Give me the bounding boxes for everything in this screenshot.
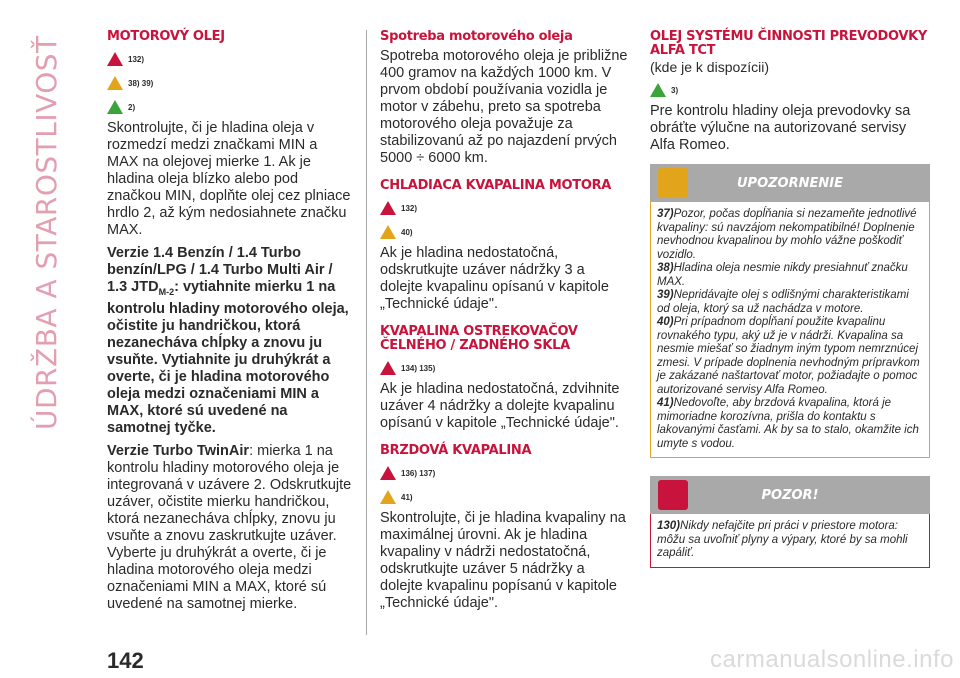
danger-triangle-icon [380, 466, 396, 480]
box-item-number: 40) [657, 316, 674, 328]
paragraph: Verzie Turbo TwinAir: mierka 1 na kontrolu hladiny motorového oleja je integrovaná v uzávere 2. Odskrutkujte uzáver, očistite mierku handričkou, ktorá nezanecháva chĺpky, znovu ju vsuňte a znovu zaskrutkujte uzáver. Vyberte ju druhýkrát a overte, či je hladina motorového oleja medzi označeniami MIN a MAX, ktoré sú uvedené na samotnej mierke. [107, 442, 352, 612]
warning-ref: 2) [107, 96, 352, 118]
paragraph: Spotreba motorového oleja je približne 400 gramov na každých 1000 km. V prvom období používania vozidla je motor v zábehu, preto sa spotreba motorového oleja považuje za stabilizovanú až po najazdení prvých 5000 ÷ 6000 km. [380, 48, 628, 166]
caution-triangle-icon [107, 76, 123, 90]
box-item-number: 38) [657, 262, 674, 274]
paragraph: Ak je hladina nedostatočná, odskrutkujte uzáver nádržky 3 a dolejte kvapalinu opísanú v kapitole „Technické údaje". [380, 245, 609, 312]
box-item-text: Nikdy nefajčite pri práci v priestore motora: môžu sa uvoľniť plyny a výpary, ktoré by sa mohli zapáliť. [657, 520, 908, 559]
watermark: carmanualsonline.info [710, 646, 954, 673]
box-item [657, 316, 923, 397]
environment-triangle-icon [650, 83, 666, 97]
column-right [650, 30, 930, 568]
column-middle [380, 30, 628, 618]
heading-washer-fluid: KVAPALINA OSTREKOVAČOV ČELNÉHO / ZADNÉHO SKLA [380, 324, 578, 353]
box-item-number: 41) [657, 397, 674, 409]
warning-ref: 134) 135) [380, 357, 628, 379]
box-item-number: 37) [657, 208, 674, 220]
box-item-number: 130) [657, 520, 681, 532]
caution-triangle-icon [380, 490, 396, 504]
heading-tct-oil: OLEJ SYSTÉMU ČINNOSTI PREVODOVKY ALFA TCT [650, 29, 928, 58]
heading-subtitle: (kde je k dispozícii) [650, 59, 770, 75]
warning-ref: 38) 39) [107, 72, 352, 94]
caution-box [650, 164, 930, 458]
danger-triangle-icon [107, 52, 123, 66]
page-number: 142 [107, 648, 144, 673]
sidebar-chapter-title: ÚDRŽBA A STAROSTLIVOSŤ [30, 35, 63, 430]
caution-triangle-icon [380, 225, 396, 239]
box-item [657, 262, 923, 289]
column-left [107, 30, 352, 619]
warning-ref: 3) [650, 79, 930, 101]
heading-engine-oil: MOTOROVÝ OLEJ [107, 29, 225, 44]
box-item-text: Nedovoľte, aby brzdová kvapalina, ktorá je mimoriadne korozívna, prišla do kontaktu s lakovanými časťami. Ak by sa to stalo, okamžite ich umyte s vodou. [657, 397, 919, 450]
heading-brake-fluid: BRZDOVÁ KVAPALINA [380, 443, 532, 458]
heading-oil-consumption: Spotreba motorového oleja [380, 29, 573, 44]
box-item-text: Pri prípadnom dopĺňaní použite kvapalinu rovnakého typu, aký už je v nádrži. Kvapalina sa nesmie miešať so žiadnym iným typom nemrznúcej zmesi. V prípade doplnenia nevhodným prípravkom je zakázané naštartovať motor, požiadajte o pomoc autorizované servisy Alfa Romeo. [657, 316, 920, 396]
paragraph: Skontrolujte, či je hladina kvapaliny na maximálnej úrovni. Ak je hladina kvapaliny v nádrži nedostatočná, odskrutkujte uzáver 5 nádržky a dolejte kvapalinu popísanú v kapitole „Technické údaje". [380, 510, 626, 611]
paragraph-bold: Verzie 1.4 Benzín / 1.4 Turbo benzín/LPG / 1.4 Turbo Multi Air / 1.3 $JTD_{M-2}$: vytiahnite mierku 1 na kontrolu hladiny motorového oleja, očistite ju handričkou, ktorá nezanecháva chĺpky a znovu ju vsuňte. Vytiahnite ju druhýkrát a overte, či je hladina motorového oleja medzi označeniami MIN a MAX, ktoré sú uvedené na samotnej tyčke. [107, 245, 349, 436]
heading-coolant: CHLADIACA KVAPALINA MOTORA [380, 178, 612, 193]
column-divider [366, 30, 367, 635]
caution-hand-icon [658, 168, 688, 198]
paragraph: Pre kontrolu hladiny oleja prevodovky sa obráťte výlučne na autorizované servisy Alfa Romeo. [650, 103, 911, 153]
danger-triangle-icon [380, 201, 396, 215]
warning-ref: 40) [380, 221, 628, 243]
box-item-text: Hladina oleja nesmie nikdy presiahnuť značku MAX. [657, 262, 908, 288]
box-item-number: 39) [657, 289, 674, 301]
box-item [657, 208, 923, 262]
paragraph: Skontrolujte, či je hladina oleja v rozmedzí medzi značkami MIN a MAX na olejovej mierke 1. Ak je hladina oleja blízko alebo pod značkou MIN, doplňte olej cez plniace hrdlo 2, až kým nedosiahnete značku MAX. [107, 120, 351, 238]
danger-box [650, 476, 930, 568]
box-item [657, 289, 923, 316]
danger-box-body [650, 514, 930, 568]
warning-ref: 41) [380, 486, 628, 508]
box-item-text: Pozor, počas dopĺňania si nezameňte jednotlivé kvapaliny: sú navzájom nekompatibilné! Doplnenie nevhodnou kvapalinou by mohlo vážne poškodiť vozidlo. [657, 208, 917, 261]
box-item [657, 397, 923, 451]
environment-triangle-icon [107, 100, 123, 114]
danger-box-header: POZOR! [650, 476, 930, 514]
box-item-text: Nepridávajte olej s odlišnými charakteristikami od oleja, ktorý sa už nachádza v motore. [657, 289, 909, 315]
caution-box-body [650, 202, 930, 458]
box-item [657, 520, 923, 561]
danger-triangle-icon [380, 361, 396, 375]
paragraph: Ak je hladina nedostatočná, zdvihnite uzáver 4 nádržky a dolejte kvapalinu opísanú v kapitole „Technické údaje". [380, 381, 620, 431]
warning-ref: 132) [380, 197, 628, 219]
caution-box-header: UPOZORNENIE [650, 164, 930, 202]
danger-hand-icon [658, 480, 688, 510]
warning-ref: 136) 137) [380, 462, 628, 484]
warning-ref: 132) [107, 48, 352, 70]
